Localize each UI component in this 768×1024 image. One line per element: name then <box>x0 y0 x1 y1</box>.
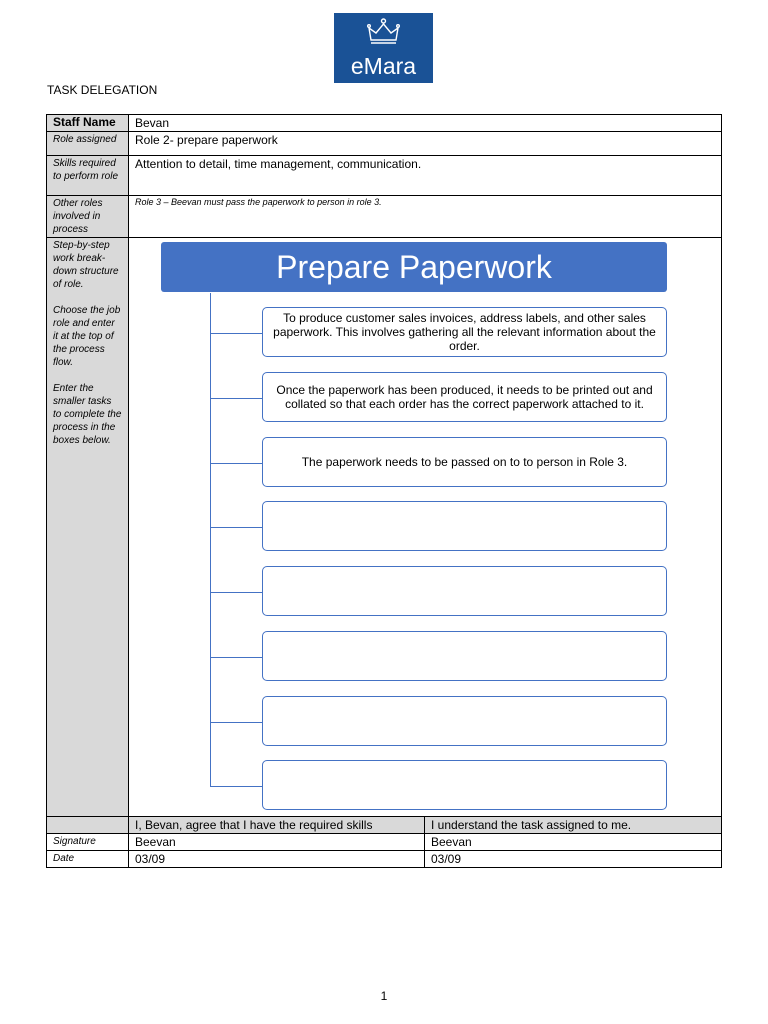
steps-label: Step-by-step work break-down structure of role. Choose the job role and enter it at the top of the process flow. Enter the smaller tasks to complete the process in the boxes below. <box>47 238 129 817</box>
date-label: Date <box>47 851 129 868</box>
step-box-3[interactable]: The paperwork needs to be passed on to to person in Role 3. <box>262 437 667 487</box>
staff-name-value: Bevan <box>129 115 722 132</box>
step-box-4[interactable] <box>262 501 667 551</box>
flow-branch <box>210 592 262 593</box>
signature-right[interactable]: Beevan <box>425 834 722 851</box>
date-left[interactable]: 03/09 <box>129 851 425 868</box>
flow-branch <box>210 463 262 464</box>
page-number: 1 <box>380 989 388 1003</box>
agreement-left: I, Bevan, agree that I have the required skills <box>129 817 425 834</box>
step-box-5[interactable] <box>262 566 667 616</box>
signature-label: Signature <box>47 834 129 851</box>
emara-logo <box>334 13 433 83</box>
other-roles-label: Other roles involved in process <box>47 196 129 238</box>
date-right[interactable]: 03/09 <box>425 851 722 868</box>
flow-branch <box>210 398 262 399</box>
role-assigned-label: Role assigned <box>47 132 129 156</box>
step-box-7[interactable] <box>262 696 667 746</box>
agreement-right: I understand the task assigned to me. <box>425 817 722 834</box>
task-delegation-table <box>46 114 722 868</box>
step-box-1[interactable]: To produce customer sales invoices, address labels, and other sales paperwork. This involves gathering all the relevant information about the order. <box>262 307 667 357</box>
staff-name-label: Staff Name <box>47 115 129 132</box>
step-box-6[interactable] <box>262 631 667 681</box>
step-box-8[interactable] <box>262 760 667 810</box>
logo-text: eMara <box>350 53 417 79</box>
flow-branch <box>210 657 262 658</box>
flow-branch <box>210 333 262 334</box>
process-flow <box>129 238 722 817</box>
flow-connector <box>210 293 211 786</box>
signature-left[interactable]: Beevan <box>129 834 425 851</box>
agreement-label-cell <box>47 817 129 834</box>
other-roles-value: Role 3 – Beevan must pass the paperwork to person in role 3. <box>129 196 722 238</box>
skills-label: Skills required to perform role <box>47 156 129 196</box>
skills-value: Attention to detail, time management, communication. <box>129 156 722 196</box>
step-box-2[interactable]: Once the paperwork has been produced, it needs to be printed out and collated so that each order has the correct paperwork attached to it. <box>262 372 667 422</box>
document-title: TASK DELEGATION <box>47 83 158 97</box>
flow-title: Prepare Paperwork <box>161 242 667 292</box>
flow-branch <box>210 722 262 723</box>
role-assigned-value: Role 2- prepare paperwork <box>129 132 722 156</box>
flow-branch <box>210 786 262 787</box>
crown-icon <box>366 16 401 46</box>
flow-branch <box>210 527 262 528</box>
